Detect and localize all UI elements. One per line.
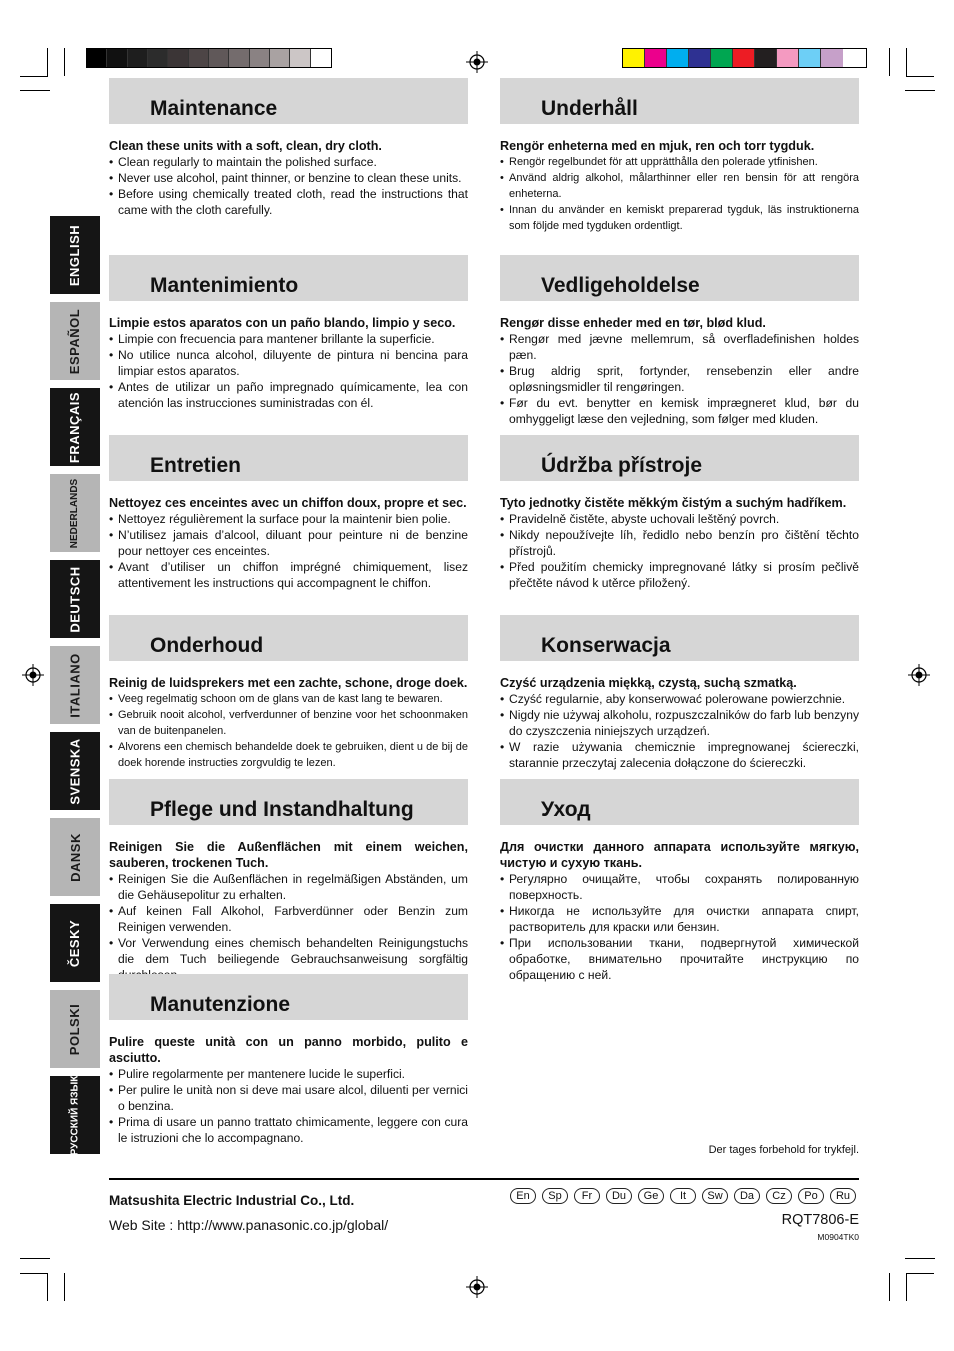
list-item: • Pravidelně čistěte, abyste uchovali leštěný povrch. <box>500 511 859 527</box>
crop-mark <box>905 1258 935 1259</box>
section-title: Vedligeholdelse <box>541 274 700 297</box>
section-entretien <box>109 435 468 591</box>
section-header <box>500 435 859 481</box>
language-code-badge: Po <box>798 1188 824 1204</box>
list-item: • Avant d’utiliser un chiffon imprégné chimiquement, lisez attentivement les instructions qui accompagnent le chiffon. <box>109 559 468 591</box>
list-item: • Никогда не используйте для очистки аппарата спирт, растворитель для краски или бензин. <box>500 903 859 935</box>
section-title: Underhåll <box>541 97 638 120</box>
bullet-list <box>500 511 859 591</box>
section-vedligeholdelse <box>500 255 859 427</box>
model-number: RQT7806-E <box>781 1212 859 1228</box>
color-swatch <box>733 49 755 67</box>
section-header <box>109 255 468 301</box>
registration-mark-icon <box>22 664 44 686</box>
gray-swatch <box>250 49 270 67</box>
gray-swatch <box>290 49 310 67</box>
language-codes <box>510 1188 856 1204</box>
section-lead: Reinigen Sie die Außenflächen mit einem weichen, sauberen, trockenen Tuch. <box>109 840 468 870</box>
color-swatch <box>777 49 799 67</box>
crop-mark <box>20 1258 50 1259</box>
list-item: • Använd aldrig alkohol, målarthinner eller ren bensin för att rengöra enheterna. <box>500 170 859 202</box>
language-tab-label: NEDERLANDS <box>69 478 81 548</box>
list-item: • Gebruik nooit alcohol, verfverdunner of benzine voor het schoonmaken van de buitenpanelen. <box>109 707 468 739</box>
gray-swatch <box>168 49 188 67</box>
bullet-list <box>109 871 468 983</box>
bullet-list <box>109 154 468 218</box>
section-lead: Reinig de luidsprekers met een zachte, schone, droge doek. <box>109 676 468 690</box>
section-lead: Czyść urządzenia miękką, czystą, suchą szmatką. <box>500 676 797 690</box>
language-tab <box>50 474 100 552</box>
list-item: • Reinigen Sie die Außenflächen in regelmäßigen Abständen, um die Gehäusepolitur zu erhalten. <box>109 871 468 903</box>
color-swatch <box>711 49 733 67</box>
list-item: • N’utilisez jamais d’alcool, diluant pour peinture ni de benzine pour nettoyer ces enceintes. <box>109 527 468 559</box>
language-code-badge: Ru <box>830 1188 856 1204</box>
crop-mark <box>47 1273 48 1301</box>
language-code-badge: Du <box>606 1188 632 1204</box>
crop-mark <box>64 1273 65 1301</box>
gray-swatch <box>128 49 148 67</box>
crop-mark <box>47 48 48 76</box>
section-header <box>109 779 468 825</box>
list-item: • Před použitím chemicky impregnované látky si prosím pečlivě přečtěte návod k utěrce přiložený. <box>500 559 859 591</box>
list-item: • Rengør med jævne mellemrum, så overfladefinishen holdes pæn. <box>500 331 859 363</box>
gray-swatch <box>209 49 229 67</box>
language-code-badge: Sp <box>542 1188 568 1204</box>
color-swatch <box>689 49 711 67</box>
language-code-badge: Sw <box>702 1188 728 1204</box>
list-item: • Before using chemically treated cloth, read the instructions that came with the cloth carefully. <box>109 186 468 218</box>
crop-mark <box>906 1273 907 1301</box>
grayscale-bar <box>86 48 332 68</box>
section-lead: Rengör enheterna med en mjuk, ren och torr tygduk. <box>500 139 815 153</box>
language-tab-label: DANSK <box>67 832 83 882</box>
language-code-badge: Fr <box>574 1188 600 1204</box>
list-item: • Prima di usare un panno trattato chimicamente, leggere con cura le istruzioni che lo accompagnano. <box>109 1114 468 1146</box>
crop-mark <box>906 76 934 77</box>
list-item: • Limpie con frecuencia para mantener brillante la superficie. <box>109 331 468 347</box>
section-header <box>109 615 468 661</box>
disclaimer: Der tages forbehold for trykfejl. <box>708 1144 859 1156</box>
section-title: Entretien <box>150 454 242 477</box>
bullet-list <box>500 154 859 234</box>
section-uhod <box>500 779 859 983</box>
section-pflege <box>109 779 468 983</box>
company-name: Matsushita Electric Industrial Co., Ltd. <box>109 1193 355 1208</box>
gray-swatch <box>87 49 107 67</box>
list-item: • Регулярно очищайте, чтобы сохранять полированную поверхность. <box>500 871 859 903</box>
section-konserwacja <box>500 615 859 771</box>
language-tab-label: FRANÇAIS <box>67 391 83 463</box>
language-tab-label: DEUTSCH <box>67 565 83 633</box>
crop-mark <box>889 1273 890 1301</box>
language-tab <box>50 990 100 1068</box>
list-item: • Nikdy nepoužívejte líh, ředidlo nebo benzín pro čištění těchto přístrojů. <box>500 527 859 559</box>
list-item: • Veeg regelmatig schoon om de glans van de kast lang te bewaren. <box>109 691 468 707</box>
language-code-badge: Da <box>734 1188 760 1204</box>
language-tab <box>50 904 100 982</box>
list-item: • Vor Verwendung eines chemisch behandelten Reinigungstuchs die dem Tuch beiliegende Gebrauchsanweisung sorgfältig <box>109 935 468 983</box>
color-swatch <box>799 49 821 67</box>
list-item: • Nettoyez régulièrement la surface pour la maintenir bien polie. <box>109 511 468 527</box>
gray-swatch <box>311 49 331 67</box>
language-tab <box>50 646 100 724</box>
section-mantenimiento <box>109 255 468 411</box>
section-header <box>500 615 859 661</box>
registration-mark-icon <box>466 1276 488 1298</box>
bullet-list <box>500 691 859 771</box>
bullet-list <box>109 1066 468 1146</box>
list-item: • Pulire regolarmente per mantenere lucide le superfici. <box>109 1066 468 1082</box>
language-tab-label: ESPAÑOL <box>67 308 83 374</box>
website-link[interactable]: Web Site : http://www.panasonic.co.jp/global/ <box>109 1217 389 1233</box>
section-maintenance <box>109 78 468 218</box>
language-tab <box>50 1076 100 1154</box>
color-swatch <box>667 49 689 67</box>
crop-mark <box>64 48 65 76</box>
section-udrzba <box>500 435 859 591</box>
list-item: • W razie używania chemicznie impregnowanej ściereczki, starannie przeczytaj zalecenia dołączone do ściereczki. <box>500 739 859 771</box>
bullet-list <box>109 331 468 411</box>
list-item: • Innan du använder en kemiskt preparerad tygduk, läs instruktionerna som följde med tygduken ordentligt. <box>500 202 859 234</box>
registration-mark-icon <box>908 664 930 686</box>
section-header <box>500 78 859 124</box>
language-code-badge: Cz <box>766 1188 792 1204</box>
section-header <box>109 435 468 481</box>
footer-divider <box>109 1178 859 1180</box>
section-header <box>109 78 468 124</box>
section-manutenzione <box>109 974 468 1146</box>
crop-mark <box>906 48 907 76</box>
section-onderhoud <box>109 615 468 771</box>
crop-mark <box>20 1273 48 1274</box>
bullet-list <box>500 331 859 427</box>
section-title: Pflege und Instandhaltung <box>150 798 414 821</box>
section-title: Onderhoud <box>150 634 264 657</box>
language-tab <box>50 560 100 638</box>
section-title: Mantenimiento <box>150 274 299 297</box>
list-item: • Nigdy nie używaj alkoholu, rozpuszczalników do farb lub benzyny do czyszczenia niniejszych urządzeń. <box>500 707 859 739</box>
language-tab-label: SVENSKA <box>67 737 83 805</box>
section-title: Уход <box>541 798 591 821</box>
language-tab-label: POLSKI <box>67 1003 83 1055</box>
bullet-list <box>500 871 859 983</box>
crop-mark <box>889 48 890 76</box>
section-lead: Rengør disse enheder med en tør, blød klud. <box>500 316 766 330</box>
section-header <box>109 974 468 1020</box>
list-item: • Alvorens een chemisch behandelde doek te gebruiken, dient u de bij de doek horende instructies zorgvuldig te lezen. <box>109 739 468 771</box>
crop-mark <box>20 90 50 91</box>
language-code-badge: It <box>670 1188 696 1204</box>
section-lead: Pulire queste unità con un panno morbido, pulito e asciutto. <box>109 1035 468 1065</box>
section-lead: Clean these units with a soft, clean, dry cloth. <box>109 139 382 153</box>
gray-swatch <box>229 49 249 67</box>
gray-swatch <box>148 49 168 67</box>
language-tab <box>50 732 100 810</box>
color-swatch <box>645 49 667 67</box>
color-swatch <box>821 49 843 67</box>
list-item: • Auf keinen Fall Alkohol, Farbverdünner oder Benzin zum Reinigen verwenden. <box>109 903 468 935</box>
language-tab <box>50 216 100 294</box>
language-tab <box>50 302 100 380</box>
list-item: • Czyść regularnie, aby konserwować polerowane powierzchnie. <box>500 691 859 707</box>
language-code-badge: Ge <box>638 1188 664 1204</box>
section-underhall <box>500 78 859 234</box>
language-tab <box>50 388 100 466</box>
list-item: • Antes de utilizar un paño impregnado químicamente, lea con atención las instrucciones suministradas con él. <box>109 379 468 411</box>
print-code: M0904TK0 <box>817 1232 859 1242</box>
list-item: • Per pulire le unità non si deve mai usare alcol, diluenti per vernici o benzina. <box>109 1082 468 1114</box>
bullet-list <box>109 511 468 591</box>
list-item: • При использовании ткани, подвергнутой химической обработке, внимательно прочитайте инструкцию по обращению с ней. <box>500 935 859 983</box>
crop-mark <box>20 76 48 77</box>
gray-swatch <box>107 49 127 67</box>
section-lead: Tyto jednotky čistěte měkkým čistým a suchým hadříkem. <box>500 496 847 510</box>
list-item: • Rengör regelbundet för att upprätthålla den polerade ytfinishen. <box>500 154 859 170</box>
list-item: • No utilice nunca alcohol, diluyente de pintura ni bencina para limpiar estos aparatos. <box>109 347 468 379</box>
section-title: Konserwacja <box>541 634 671 657</box>
language-tab-label: РУССКИЙ ЯЗЫК <box>69 1075 81 1155</box>
gray-swatch <box>270 49 290 67</box>
section-header <box>500 255 859 301</box>
section-lead: Limpie estos aparatos con un paño blando, limpio y seco. <box>109 316 456 330</box>
bullet-list <box>109 691 468 771</box>
registration-mark-icon <box>466 51 488 73</box>
language-code-badge: En <box>510 1188 536 1204</box>
color-swatch <box>623 49 645 67</box>
section-header <box>500 779 859 825</box>
gray-swatch <box>189 49 209 67</box>
crop-mark <box>906 1273 934 1274</box>
crop-mark <box>905 90 935 91</box>
language-tab-label: ČESKY <box>67 919 83 967</box>
language-tab-label: ENGLISH <box>67 224 83 286</box>
section-lead: Nettoyez ces enceintes avec un chiffon doux, propre et sec. <box>109 496 467 510</box>
section-title: Údržba přístroje <box>541 454 703 477</box>
section-title: Maintenance <box>150 97 278 120</box>
section-title: Manutenzione <box>150 993 290 1016</box>
color-swatch <box>755 49 777 67</box>
list-item: • Clean regularly to maintain the polished surface. <box>109 154 468 170</box>
list-item: • Never use alcohol, paint thinner, or benzine to clean these units. <box>109 170 468 186</box>
language-tab <box>50 818 100 896</box>
section-lead: Для очистки данного аппарата используйте мягкую, чистую и сухую ткань. <box>500 840 859 870</box>
language-tab-label: ITALIANO <box>67 652 83 718</box>
color-bar <box>622 48 867 68</box>
list-item: • Brug aldrig sprit, fortynder, rensebenzin eller andre opløsningsmidler til rengøringen. <box>500 363 859 395</box>
list-item: • Før du evt. benytter en kemisk imprægneret klud, bør du omhyggeligt læse den vejledning, som følger med kluden. <box>500 395 859 427</box>
